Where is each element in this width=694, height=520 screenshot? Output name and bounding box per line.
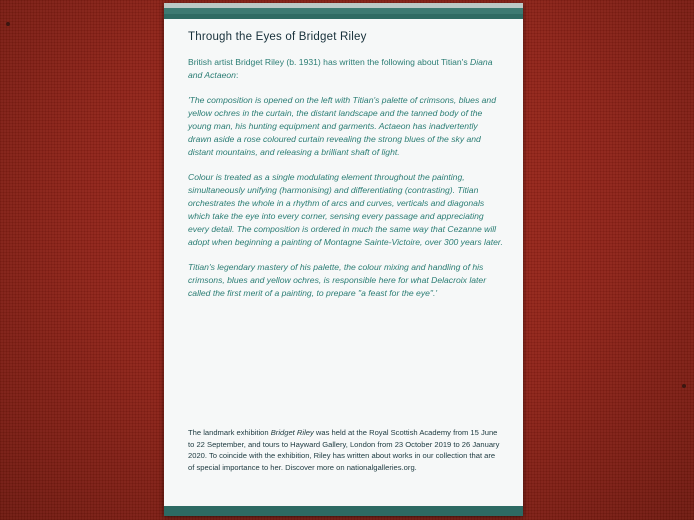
exhibition-note — [188, 427, 503, 473]
quote-paragraph-1: 'The composition is opened on the left with Titian's palette of crimsons, blues and yellow ochres in the curtain, the distant landscape and the tanned body of the young man, his hunting equipment and garments. Actaeon has inadvertently drawn aside a rose coloured curtain revealing the strong blues of the sky and distant mountains, and releasing a brilliant shaft of light. — [188, 95, 496, 157]
wall-pin — [6, 22, 10, 26]
footer-text: The landmark exhibition — [188, 428, 271, 437]
placard-content — [188, 31, 503, 312]
placard-bottom-band — [164, 506, 523, 516]
placard-intro — [188, 56, 503, 82]
exhibition-name: Bridget Riley — [270, 428, 314, 437]
footer-text-rest: was held at the Royal Scottish Academy from 15 June to 22 September, and tours to Hayward Gallery, London from 23 October 2019 to 26 January 2020. To coincide with the exhibition, Riley has written about works in our collection that are of special importance to her. Discover more on nationalgalleries.org. — [188, 428, 500, 472]
quote-paragraph-3: Titian's legendary mastery of his palette, the colour mixing and handling of his crimsons, blues and yellow ochres, is responsible here for what Delacroix later called the first merit of a painting, to prepare "a feast for the eye".' — [188, 262, 487, 298]
museum-placard — [164, 3, 523, 516]
artwork-title: Diana and Actaeon — [188, 57, 493, 80]
intro-text: British artist Bridget Riley (b. 1931) has written the following about Titian's — [188, 57, 471, 67]
wall-pin — [682, 384, 686, 388]
placard-top-band — [164, 3, 523, 19]
placard-title: Through the Eyes of Bridget Riley — [188, 31, 367, 43]
quote-paragraph-2: Colour is treated as a single modulating element throughout the painting, simultaneously unifying (harmonising) and differentiating (contrasting). Titian orchestrates the whole in a rhythm of arcs and curves, verticals and diagonals which take the eye into every corner, sensing every passage and appreciating every detail. The composition is ordered in much the same way that Cezanne will adopt when beginning a painting of Montagne Sainte-Victoire, over 300 years later. — [188, 172, 503, 247]
intro-colon: : — [235, 70, 239, 80]
